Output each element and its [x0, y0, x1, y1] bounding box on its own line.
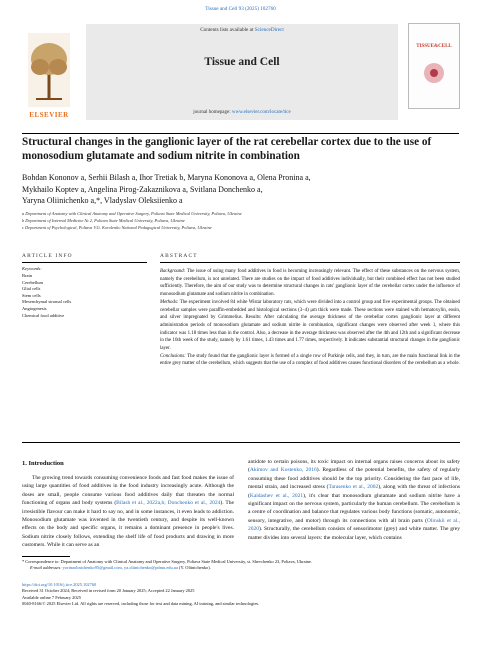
- citation-link[interactable]: Olinskii et al., 2020: [248, 517, 460, 533]
- section-heading: 1. Introduction: [22, 460, 64, 467]
- author-list: [22, 172, 462, 207]
- homepage-link[interactable]: www.elsevier.com/locate/tice: [231, 110, 291, 115]
- contents-line: Contents lists available at ScienceDirect: [200, 27, 284, 33]
- email-link[interactable]: yorinaolinichenko95@gmail.com, ya.oliinichenko@pdmu.edu.ua: [62, 565, 178, 571]
- journal-homepage: journal homepage: www.elsevier.com/locate/tice: [193, 110, 291, 115]
- keyword: Chemical food additive: [22, 312, 65, 318]
- copyright: 0040-8166/© 2025 Elsevier Ltd. All rights are reserved, including those for text and data mining, AI training, and similar technologies.: [22, 601, 260, 607]
- publisher-name: ELSEVIER: [29, 111, 69, 119]
- email-note: E-mail addresses: yorinaolinichenko95@gmail.com, ya.oliinichenko@pdmu.edu.ua (Y. Oliinichenko).: [30, 565, 211, 571]
- sciencedirect-link[interactable]: ScienceDirect: [254, 27, 284, 33]
- divider: [22, 262, 147, 263]
- affiliation: b Department of Internal Medicine № 2, Poltava State Medical University, Poltava, Ukraine: [22, 218, 185, 223]
- abstract-background: Background: The issue of using many food additives in food is becoming increasingly relevant. The effect of these substances on the nervous system, namely the cerebellum, is not unrelated. There are studies on the impact of food additives individually, but their combined effect has not been studied sufficiently. Therefore, the aim of our study was to determine structural changes in rats' ganglionic layer of the cerebellar cortex under the influence of monosodium glutamate and sodium nitrite in combination.: [160, 269, 460, 298]
- authors-line[interactable]: Yaryna Oliinichenko a,*, Vladyslav Oleksiienko a: [22, 196, 183, 205]
- cover-title: TISSUE&CELL: [416, 44, 452, 49]
- journal-info-box: [86, 24, 398, 120]
- authors-line[interactable]: Mykhailo Koptev a, Angelina Pirog-Zakaznikova a, Svitlana Donchenko a,: [22, 184, 263, 194]
- authors-line[interactable]: Bohdan Kononov a, Serhii Bilash a, Ihor Tretiak b, Maryna Kononova a, Olena Pronina a,: [22, 173, 311, 182]
- keyword: Stem cells: [22, 292, 41, 298]
- keywords-list: [22, 273, 147, 319]
- citation-link[interactable]: Bilash et al., 2022a,b; Donchenko et al., 2024: [116, 500, 221, 507]
- elsevier-tree-logo-icon: [22, 29, 76, 111]
- keyword: Cerebellum: [22, 279, 43, 285]
- divider: [22, 442, 460, 443]
- available-date: Available online 7 February 2025: [22, 594, 81, 600]
- received-dates: Received 31 October 2024; Received in revised form 20 January 2025; Accepted 22 January 2025: [22, 588, 195, 594]
- correspondence-note: * Correspondence to: Department of Anatomy with Clinical Anatomy and Operative Surgery, Poltava State Medical University, st. Shevchenko 23, Poltava, Ukraine.: [22, 559, 313, 564]
- citation-link[interactable]: Akimov and Kostenko, 2016: [249, 467, 317, 474]
- keyword: Angiogenesis: [22, 305, 47, 311]
- article-info-header: ARTICLE INFO: [22, 253, 73, 259]
- keyword: Mesenchymal stromal cells: [22, 299, 72, 305]
- intro-right-column: antidote to certain poisons, its toxic impact on internal organs raises concerns about its safety (Akimov and Kostenko, 2016). Regardless of the potential benefits, the safety of regularly consuming these food additives should be the top priority. Considering the fast pace of life, mental strain, and increased stress (Tarasenko et al., 2002), along with the threat of infections (Kaidashev et al., 2021), it's clear that monosodium glutamate and sodium nitrite have a significant impact on the nervous system, particularly the human cerebellum. The cerebellum is a centre of coordination and balance that regulates various body functions (somatic, autonomic, sensory, integrative, and motor) through its connections with all brain parts (Olinskii et al., 2020). Structurally, the cerebellum consists of sensorimotor (grey) and white matter. The grey matter divides into several layers: the molecular layer, which contains: [248, 459, 460, 541]
- doi-link[interactable]: https://doi.org/10.1016/j.tice.2025.102760: [22, 581, 97, 587]
- journal-title: Tissue and Cell: [204, 56, 280, 68]
- keyword: Glial cells: [22, 286, 41, 292]
- journal-reference[interactable]: Tissue and Cell 93 (2025) 102760: [205, 6, 276, 12]
- footnote-divider: [22, 556, 70, 557]
- abstract-header: ABSTRACT: [160, 253, 198, 259]
- cover-image-icon: [421, 58, 447, 88]
- affiliations: [22, 210, 462, 231]
- keyword: Brain: [22, 273, 32, 278]
- journal-cover-thumbnail[interactable]: [408, 23, 460, 109]
- abstract-body: [160, 268, 460, 368]
- journal-masthead: [22, 17, 459, 134]
- keywords-label: Keywords:: [22, 266, 42, 271]
- affiliation: c Department of Psychological, Poltava V.G. Korolenko National Pedagogical University, Poltava, Ukraine: [22, 225, 212, 230]
- footnotes: [22, 559, 460, 607]
- intro-left-column: The growing trend towards consuming convenience foods and fast food makes the issue of using large quantities of food additives in the food industry increasingly acute. Although the doses are small, people consume various food additives daily that threaten the normal functioning of organs and body systems (Bilash et al., 2022a,b; Donchenko et al., 2024). The irresistible flavour can make it hard to say no, and in some instances, it even leads to addiction. Monosodium glutamate was invented in the twentieth century, and despite its well-known effects on the body and specific organs, it remains a dominant presence in people's lives. Sodium nitrite closely follows, extending the shelf life of food products and drawing in more customers. While it can serve as an: [22, 475, 234, 549]
- abstract-conclusions: Conclusions: The study found that the ganglionic layer is formed of a single row of Purkinje cells, and they, in turn, are the main functional link in the entire grey matter of the cerebellum, which suggests that the use of a complex of food additives causes functional disorders of the cerebellum as a whole.: [160, 353, 460, 367]
- abstract-methods: Methods: The experiment involved 84 white Wistar laboratory rats, which were divided into a control group and five experimental groups. The obtained cerebellar samples were paraffin-embedded and histological sections (3–4) μm thick were made. These sections were stained with hematoxylin, eosin, and silver impregnated by Grimmelius. Results: After calculating the average thickness of the cerebellar cortex ganglionic layer at different administration periods of monosodium glutamate and sodium nitrite in combination, significant changes were observed after week 1, where this indicator was 1.18 times less than in the control. Also, a decrease in the average thickness was observed after the 4th and 12th and a significant decrease in the 16th week of the study, namely by 1.61 times, 1.43 times and 1.77 times, respectively. It indicates substantial structural changes in the ganglionic layer.: [160, 299, 460, 352]
- affiliation: a Department of Anatomy with Clinical Anatomy and Operative Surgery, Poltava State Medical University, Poltava, Ukraine: [22, 211, 242, 216]
- divider: [160, 262, 460, 263]
- citation-link[interactable]: Tarasenko et al., 2002: [328, 484, 379, 491]
- article-title: Structural changes in the ganglionic layer of the rat cerebellar cortex due to the use of monosodium glutamate and sodium nitrite in combination: [22, 136, 432, 162]
- citation-link[interactable]: Kaidashev et al., 2021: [249, 492, 304, 499]
